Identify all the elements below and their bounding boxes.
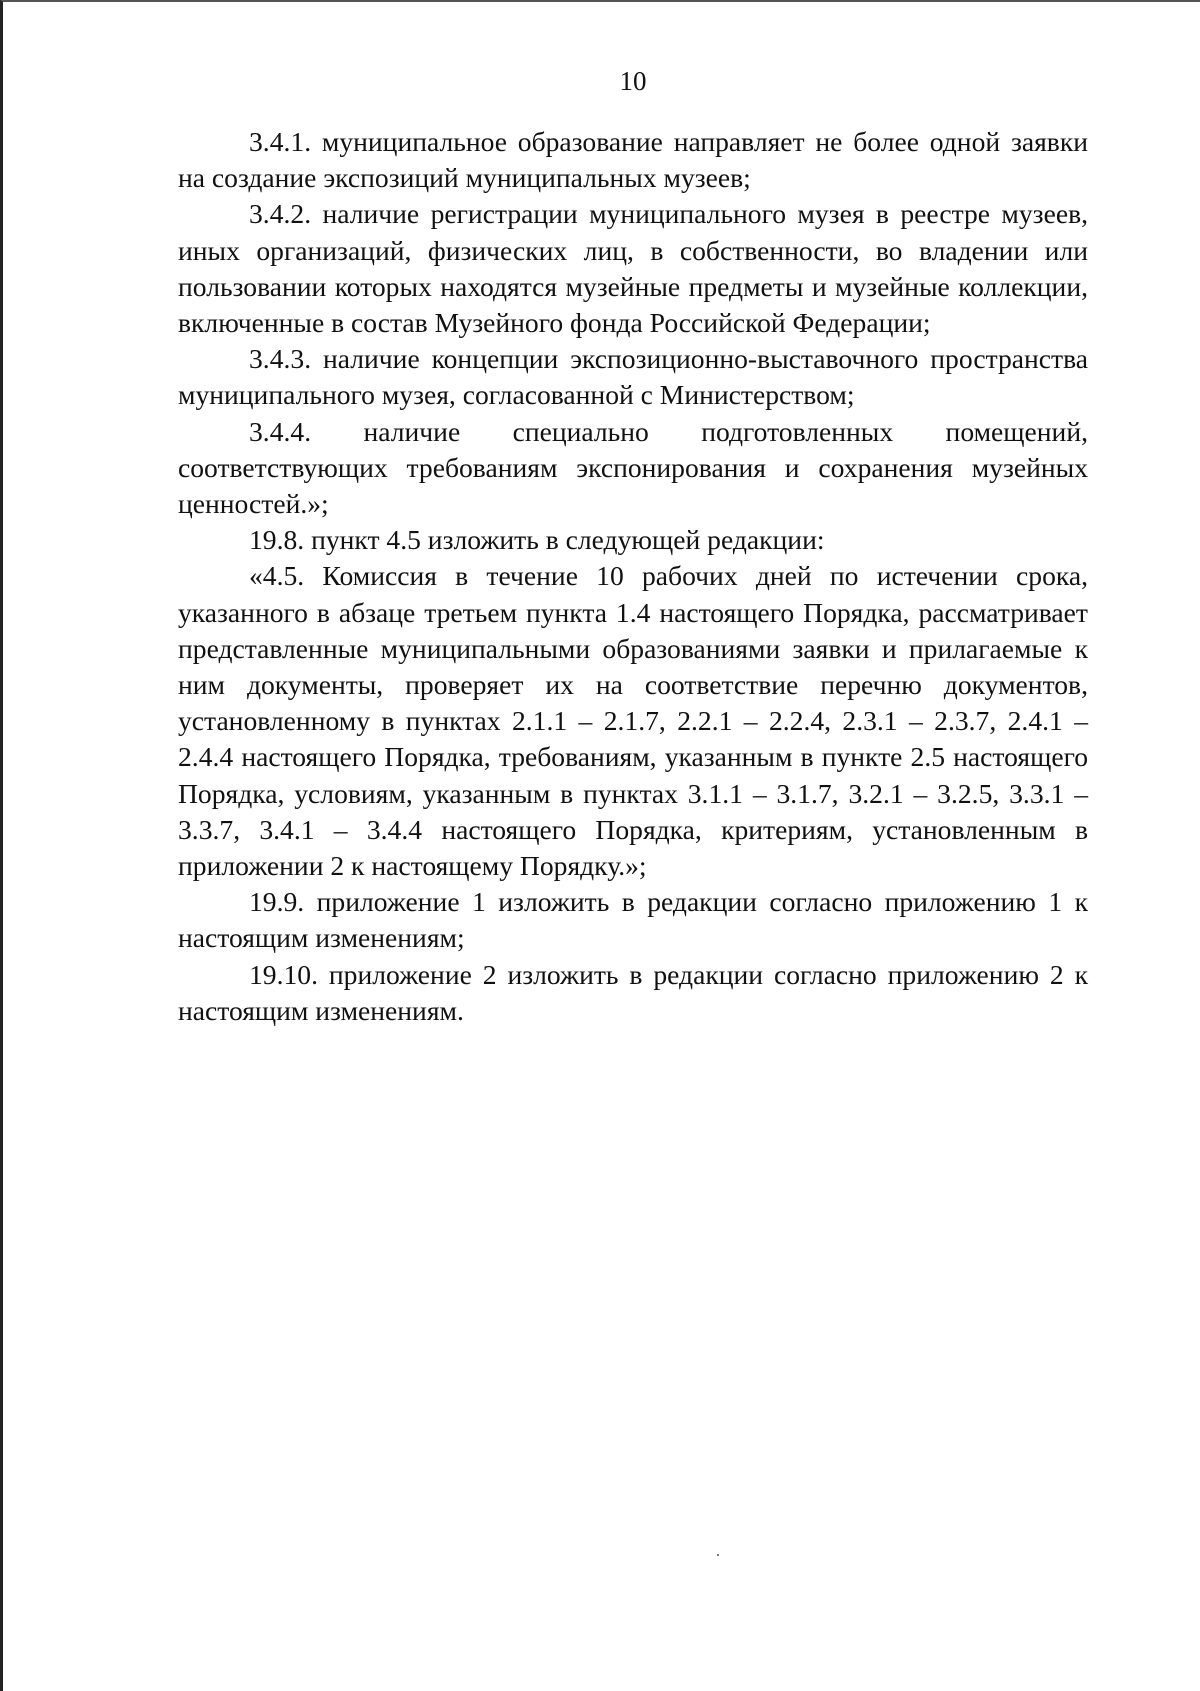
paragraph-4-5: «4.5. Комиссия в течение 10 рабочих дней по истечении срока, указанного в абзаце третьем пункта 1.4 настоящего Порядка, рассматривает представленные муниципальными образованиями заявки и прилагаемые к ним документы, проверяет их на соответствие перечню документов, установленному в пунктах 2.1.1 – 2.1.7, 2.2.1 – 2.2.4, 2.3.1 – 2.3.7, 2.4.1 – 2.4.4 настоящего Порядка, требованиям, указанным в пункте 2.5 настоящего Порядка, условиям, указанным в пунктах 3.1.1 – 3.1.7, 3.2.1 – 3.2.5, 3.3.1 – 3.3.7, 3.4.1 – 3.4.4 настоящего Порядка, критериям, установленным в приложении 2 к настоящему Порядку.»; bbox=[178, 560, 1088, 882]
paragraph-19-10: 19.10. приложение 2 изложить в редакции согласно приложению 2 к настоящим изменениям. bbox=[178, 958, 1088, 1026]
paragraph-19-8: 19.8. пункт 4.5 изложить в следующей редакции: bbox=[249, 524, 825, 556]
paragraph-19-9: 19.9. приложение 1 изложить в редакции согласно приложению 1 к настоящим изменениям; bbox=[178, 886, 1088, 954]
scan-speck bbox=[717, 1554, 719, 1556]
document-body bbox=[178, 124, 1088, 1029]
paragraph-3-4-4: 3.4.4. наличие специально подготовленных помещений, соответствующих требованиям экспонирования и сохранения музейных ценностей.»; bbox=[178, 415, 1088, 520]
paragraph-3-4-2: 3.4.2. наличие регистрации муниципального музея в реестре музеев, иных организаций, физических лиц, в собственности, во владении или пользовании которых находятся музейные предметы и музейные коллекции, включенные в состав Музейного фонда Российской Федерации; bbox=[178, 198, 1088, 339]
paragraph-3-4-3: 3.4.3. наличие концепции экспозиционно-выставочного пространства муниципального музея, согласованной с Министерством; bbox=[178, 343, 1088, 411]
page-number: 10 bbox=[619, 66, 647, 96]
paragraph-3-4-1: 3.4.1. муниципальное образование направляет не более одной заявки на создание экспозиций муниципальных музеев; bbox=[178, 126, 1088, 194]
